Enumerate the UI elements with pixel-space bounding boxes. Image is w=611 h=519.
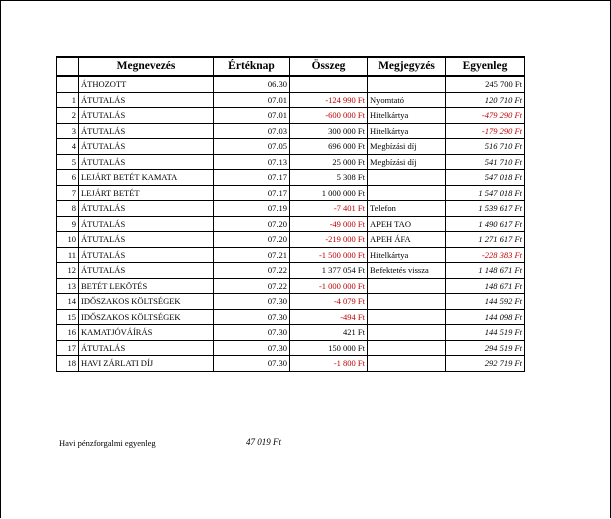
balance-cell[interactable]: 1 547 018 Ft xyxy=(446,185,525,201)
amount-cell[interactable]: -600 000 Ft xyxy=(290,108,368,124)
amount-cell[interactable]: 300 000 Ft xyxy=(290,123,368,139)
note-cell[interactable] xyxy=(368,356,446,372)
table-row xyxy=(57,278,525,294)
note-cell[interactable] xyxy=(368,340,446,356)
note-cell[interactable]: Hitelkártya xyxy=(368,123,446,139)
value-date-cell[interactable]: 07.21 xyxy=(214,247,290,263)
description-cell[interactable]: ÁTUTALÁS xyxy=(79,216,214,232)
table-row xyxy=(57,76,525,92)
row-index-cell[interactable]: 3 xyxy=(57,123,79,139)
balance-cell[interactable]: -179 290 Ft xyxy=(446,123,525,139)
balance-cell[interactable]: 1 490 617 Ft xyxy=(446,216,525,232)
balance-cell[interactable]: -479 290 Ft xyxy=(446,108,525,124)
balance-cell[interactable]: 541 710 Ft xyxy=(446,154,525,170)
description-cell[interactable]: LEJÁRT BETÉT xyxy=(79,185,214,201)
value-date-cell[interactable]: 07.30 xyxy=(214,340,290,356)
balance-cell[interactable]: 144 592 Ft xyxy=(446,294,525,310)
amount-cell[interactable]: -124 990 Ft xyxy=(290,92,368,108)
amount-cell[interactable]: 1 377 054 Ft xyxy=(290,263,368,279)
header-erteknap[interactable]: Értéknap xyxy=(214,57,290,76)
description-cell[interactable]: ÁTUTALÁS xyxy=(79,232,214,248)
row-index-cell[interactable]: 12 xyxy=(57,263,79,279)
note-cell[interactable]: Telefon xyxy=(368,201,446,217)
header-row xyxy=(57,57,525,76)
row-index-cell[interactable]: 16 xyxy=(57,325,79,341)
note-cell[interactable]: Megbízási díj xyxy=(368,139,446,155)
balance-cell[interactable]: 148 671 Ft xyxy=(446,278,525,294)
description-cell[interactable]: ÁTHOZOTT xyxy=(79,76,214,92)
row-index-cell[interactable]: 17 xyxy=(57,340,79,356)
row-index-cell[interactable]: 4 xyxy=(57,139,79,155)
note-cell[interactable] xyxy=(368,76,446,92)
table-row xyxy=(57,216,525,232)
header-megnevezes[interactable]: Megnevezés xyxy=(79,57,214,76)
amount-cell[interactable]: 421 Ft xyxy=(290,325,368,341)
amount-cell[interactable]: 5 308 Ft xyxy=(290,170,368,186)
table-row xyxy=(57,232,525,248)
note-cell[interactable] xyxy=(368,294,446,310)
ledger-table xyxy=(56,56,525,372)
table-row xyxy=(57,356,525,372)
summary-value[interactable]: 47 019 Ft xyxy=(246,437,281,447)
table-row xyxy=(57,92,525,108)
description-cell[interactable]: ÁTUTALÁS xyxy=(79,139,214,155)
value-date-cell[interactable]: 07.20 xyxy=(214,232,290,248)
table-row xyxy=(57,170,525,186)
value-date-cell[interactable]: 07.20 xyxy=(214,216,290,232)
row-index-cell[interactable]: 8 xyxy=(57,201,79,217)
table-row xyxy=(57,340,525,356)
header-megjegyzes[interactable]: Megjegyzés xyxy=(368,57,446,76)
balance-cell[interactable]: 294 519 Ft xyxy=(446,340,525,356)
row-index-cell[interactable]: 11 xyxy=(57,247,79,263)
note-cell[interactable] xyxy=(368,170,446,186)
description-cell[interactable]: ÁTUTALÁS xyxy=(79,340,214,356)
amount-cell[interactable]: -1 800 Ft xyxy=(290,356,368,372)
balance-cell[interactable]: 144 519 Ft xyxy=(446,325,525,341)
description-cell[interactable]: ÁTUTALÁS xyxy=(79,92,214,108)
amount-cell[interactable]: -1 500 000 Ft xyxy=(290,247,368,263)
amount-cell[interactable]: -1 000 000 Ft xyxy=(290,278,368,294)
description-cell[interactable]: KAMATJÓVÁÍRÁS xyxy=(79,325,214,341)
table-row xyxy=(57,108,525,124)
amount-cell[interactable]: 696 000 Ft xyxy=(290,139,368,155)
note-cell[interactable] xyxy=(368,325,446,341)
amount-cell[interactable]: -7 401 Ft xyxy=(290,201,368,217)
value-date-cell[interactable]: 07.30 xyxy=(214,325,290,341)
balance-cell[interactable]: 1 539 617 Ft xyxy=(446,201,525,217)
value-date-cell[interactable]: 07.30 xyxy=(214,309,290,325)
description-cell[interactable]: ÁTUTALÁS xyxy=(79,154,214,170)
row-index-cell[interactable]: 2 xyxy=(57,108,79,124)
note-cell[interactable]: APEH TAO xyxy=(368,216,446,232)
note-cell[interactable] xyxy=(368,185,446,201)
note-cell[interactable]: Nyomtató xyxy=(368,92,446,108)
row-index-cell[interactable]: 10 xyxy=(57,232,79,248)
table-row xyxy=(57,263,525,279)
table-row xyxy=(57,247,525,263)
amount-cell[interactable]: -494 Ft xyxy=(290,309,368,325)
balance-cell[interactable]: 1 148 671 Ft xyxy=(446,263,525,279)
balance-cell[interactable]: 144 098 Ft xyxy=(446,309,525,325)
value-date-cell[interactable]: 07.13 xyxy=(214,154,290,170)
table-row xyxy=(57,309,525,325)
balance-cell[interactable]: 1 271 617 Ft xyxy=(446,232,525,248)
row-index-cell[interactable]: 9 xyxy=(57,216,79,232)
table-row xyxy=(57,154,525,170)
row-index-cell[interactable]: 1 xyxy=(57,92,79,108)
table-row xyxy=(57,185,525,201)
row-index-cell[interactable]: 14 xyxy=(57,294,79,310)
summary-label[interactable]: Havi pénzforgalmi egyenleg xyxy=(59,438,156,448)
description-cell[interactable]: ÁTUTALÁS xyxy=(79,247,214,263)
header-egyenleg[interactable]: Egyenleg xyxy=(446,57,525,76)
table-row xyxy=(57,325,525,341)
header-osszeg[interactable]: Összeg xyxy=(290,57,368,76)
value-date-cell[interactable]: 07.22 xyxy=(214,263,290,279)
amount-cell[interactable] xyxy=(290,76,368,92)
balance-cell[interactable]: 245 700 Ft xyxy=(446,76,525,92)
ledger-body xyxy=(57,76,525,371)
note-cell[interactable]: Hitelkártya xyxy=(368,108,446,124)
table-row xyxy=(57,139,525,155)
description-cell[interactable]: BETÉT LEKÖTÉS xyxy=(79,278,214,294)
row-index-cell[interactable]: 6 xyxy=(57,170,79,186)
value-date-cell[interactable]: 07.05 xyxy=(214,139,290,155)
amount-cell[interactable]: 150 000 Ft xyxy=(290,340,368,356)
description-cell[interactable]: ÁTUTALÁS xyxy=(79,201,214,217)
note-cell[interactable] xyxy=(368,278,446,294)
description-cell[interactable]: HAVI ZÁRLATI DÍJ xyxy=(79,356,214,372)
value-date-cell[interactable]: 07.19 xyxy=(214,201,290,217)
balance-cell[interactable]: 120 710 Ft xyxy=(446,92,525,108)
note-cell[interactable]: APEH ÁFA xyxy=(368,232,446,248)
value-date-cell[interactable]: 06.30 xyxy=(214,76,290,92)
value-date-cell[interactable]: 07.17 xyxy=(214,185,290,201)
description-cell[interactable]: ÁTUTALÁS xyxy=(79,123,214,139)
row-index-cell[interactable]: 13 xyxy=(57,278,79,294)
amount-cell[interactable]: -4 079 Ft xyxy=(290,294,368,310)
header-index-cell[interactable] xyxy=(57,57,79,76)
row-index-cell[interactable] xyxy=(57,76,79,92)
row-index-cell[interactable]: 15 xyxy=(57,309,79,325)
note-cell[interactable] xyxy=(368,309,446,325)
description-cell[interactable]: LEJÁRT BETÉT KAMATA xyxy=(79,170,214,186)
balance-cell[interactable]: 547 018 Ft xyxy=(446,170,525,186)
table-row xyxy=(57,294,525,310)
description-cell[interactable]: ÁTUTALÁS xyxy=(79,263,214,279)
note-cell[interactable]: Megbízási díj xyxy=(368,154,446,170)
value-date-cell[interactable]: 07.22 xyxy=(214,278,290,294)
amount-cell[interactable]: 1 000 000 Ft xyxy=(290,185,368,201)
amount-cell[interactable]: -49 000 Ft xyxy=(290,216,368,232)
value-date-cell[interactable]: 07.01 xyxy=(214,92,290,108)
description-cell[interactable]: IDŐSZAKOS KÖLTSÉGEK xyxy=(79,309,214,325)
note-cell[interactable]: Befektetés vissza xyxy=(368,263,446,279)
row-index-cell[interactable]: 5 xyxy=(57,154,79,170)
description-cell[interactable]: ÁTUTALÁS xyxy=(79,108,214,124)
note-cell[interactable]: Hitelkártya xyxy=(368,247,446,263)
amount-cell[interactable]: -219 000 Ft xyxy=(290,232,368,248)
balance-cell[interactable]: 516 710 Ft xyxy=(446,139,525,155)
amount-cell[interactable]: 25 000 Ft xyxy=(290,154,368,170)
table-row xyxy=(57,123,525,139)
value-date-cell[interactable]: 07.30 xyxy=(214,356,290,372)
value-date-cell[interactable]: 07.03 xyxy=(214,123,290,139)
table-row xyxy=(57,201,525,217)
description-cell[interactable]: IDŐSZAKOS KÖLTSÉGEK xyxy=(79,294,214,310)
row-index-cell[interactable]: 18 xyxy=(57,356,79,372)
value-date-cell[interactable]: 07.17 xyxy=(214,170,290,186)
row-index-cell[interactable]: 7 xyxy=(57,185,79,201)
value-date-cell[interactable]: 07.01 xyxy=(214,108,290,124)
balance-cell[interactable]: 292 719 Ft xyxy=(446,356,525,372)
value-date-cell[interactable]: 07.30 xyxy=(214,294,290,310)
balance-cell[interactable]: -228 383 Ft xyxy=(446,247,525,263)
